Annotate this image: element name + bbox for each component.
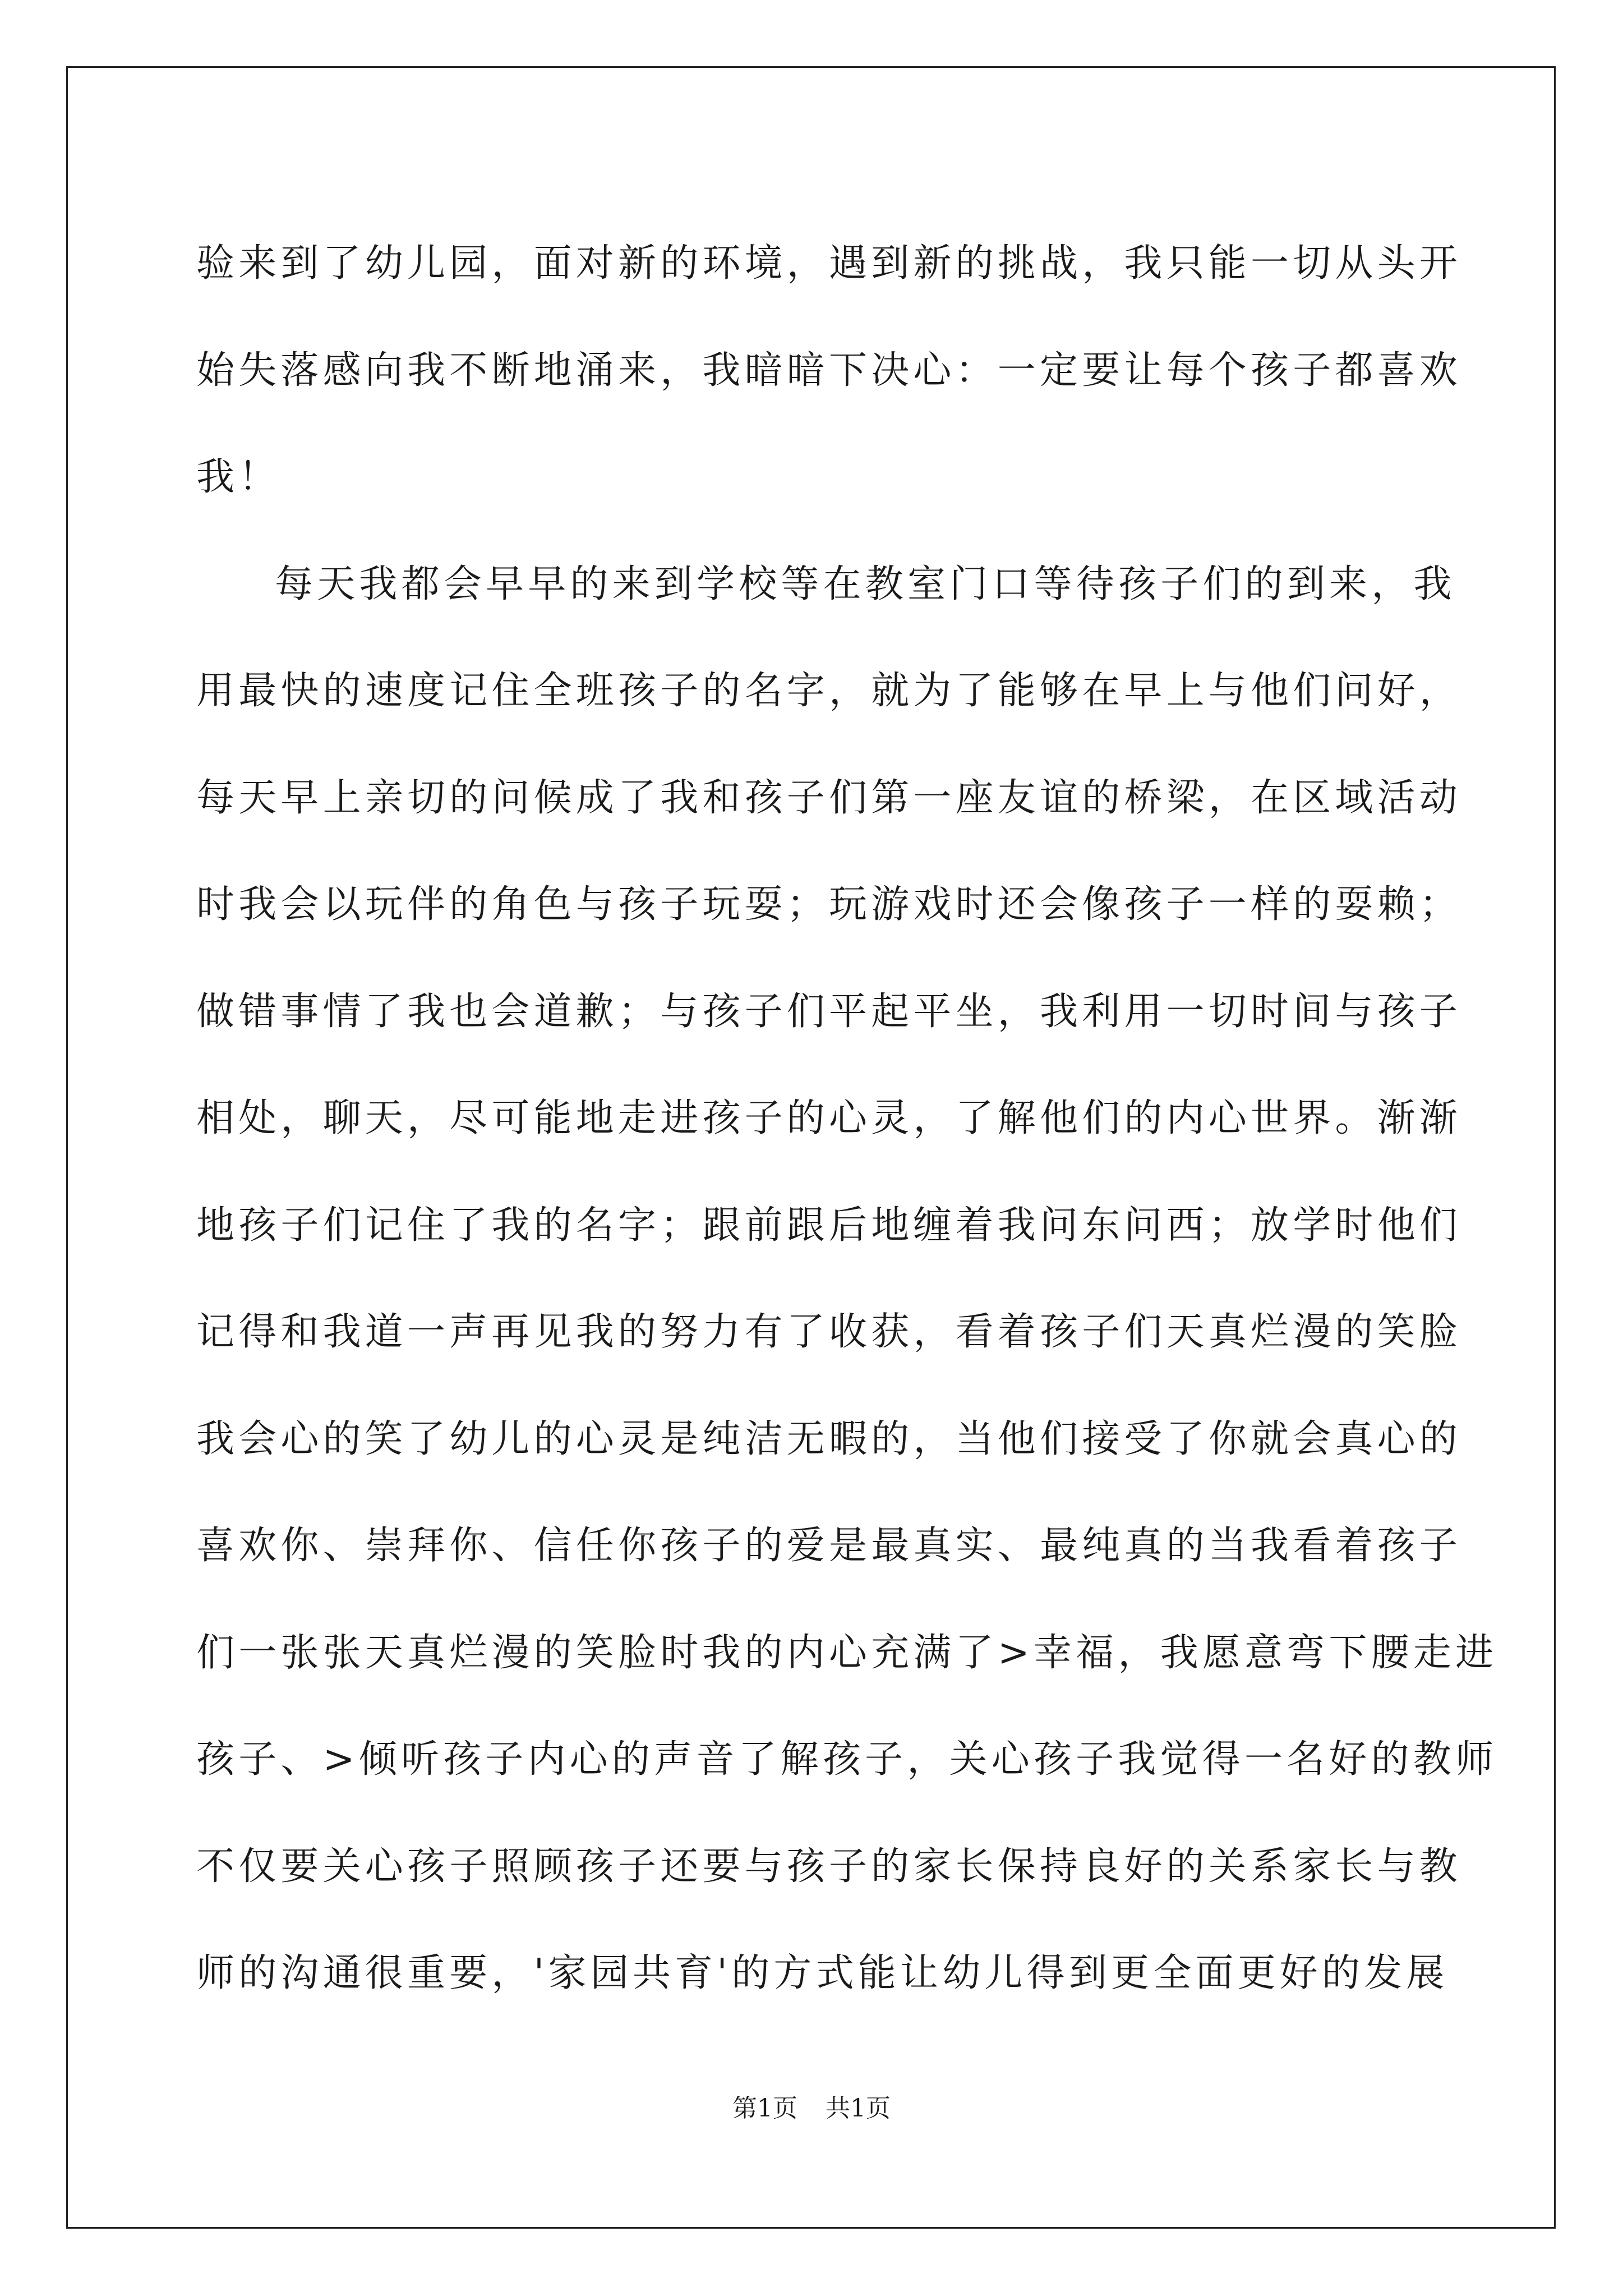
text-line: 做错事情了我也会道歉；与孩子们平起平坐，我利用一切时间与孩子 — [196, 989, 1462, 1034]
text-line-paragraph-start: 每天我都会早早的来到学校等在教室门口等待孩子们的到来，我 — [275, 562, 1456, 606]
page-total: 共1页 — [826, 2094, 891, 2123]
page-footer — [0, 2088, 1623, 2124]
text-line: 验来到了幼儿园，面对新的环境，遇到新的挑战，我只能一切从头开 — [196, 241, 1462, 286]
text-line: 每天早上亲切的问候成了我和孩子们第一座友谊的桥梁，在区域活动 — [196, 775, 1462, 820]
text-line: 们一张张天真烂漫的笑脸时我的内心充满了>幸福，我愿意弯下腰走进 — [196, 1630, 1498, 1675]
text-line: 地孩子们记住了我的名字；跟前跟后地缠着我问东问西；放学时他们 — [196, 1203, 1462, 1248]
text-line: 记得和我道一声再见我的努力有了收获，看着孩子们天真烂漫的笑脸 — [196, 1310, 1462, 1354]
page-number: 第1页 — [732, 2094, 797, 2123]
text-line: 不仅要关心孩子照顾孩子还要与孩子的家长保持良好的关系家长与教 — [196, 1844, 1462, 1889]
text-line: 时我会以玩伴的角色与孩子玩耍；玩游戏时还会像孩子一样的耍赖； — [196, 882, 1462, 927]
text-line: 孩子、>倾听孩子内心的声音了解孩子，关心孩子我觉得一名好的教师 — [196, 1737, 1498, 1782]
text-line: 用最快的速度记住全班孩子的名字，就为了能够在早上与他们问好， — [196, 669, 1462, 713]
text-line: 我会心的笑了幼儿的心灵是纯洁无暇的，当他们接受了你就会真心的 — [196, 1416, 1462, 1461]
text-line: 始失落感向我不断地涌来，我暗暗下决心：一定要让每个孩子都喜欢 — [196, 348, 1462, 393]
text-line: 喜欢你、崇拜你、信任你孩子的爱是最真实、最纯真的当我看着孩子 — [196, 1524, 1462, 1568]
text-line: 相处，聊天，尽可能地走进孩子的心灵，了解他们的内心世界。渐渐 — [196, 1096, 1462, 1140]
text-line: 师的沟通很重要，'家园共育'的方式能让幼儿得到更全面更好的发展 — [196, 1951, 1449, 1995]
text-line: 我！ — [196, 455, 281, 499]
document-body — [196, 210, 1498, 2027]
